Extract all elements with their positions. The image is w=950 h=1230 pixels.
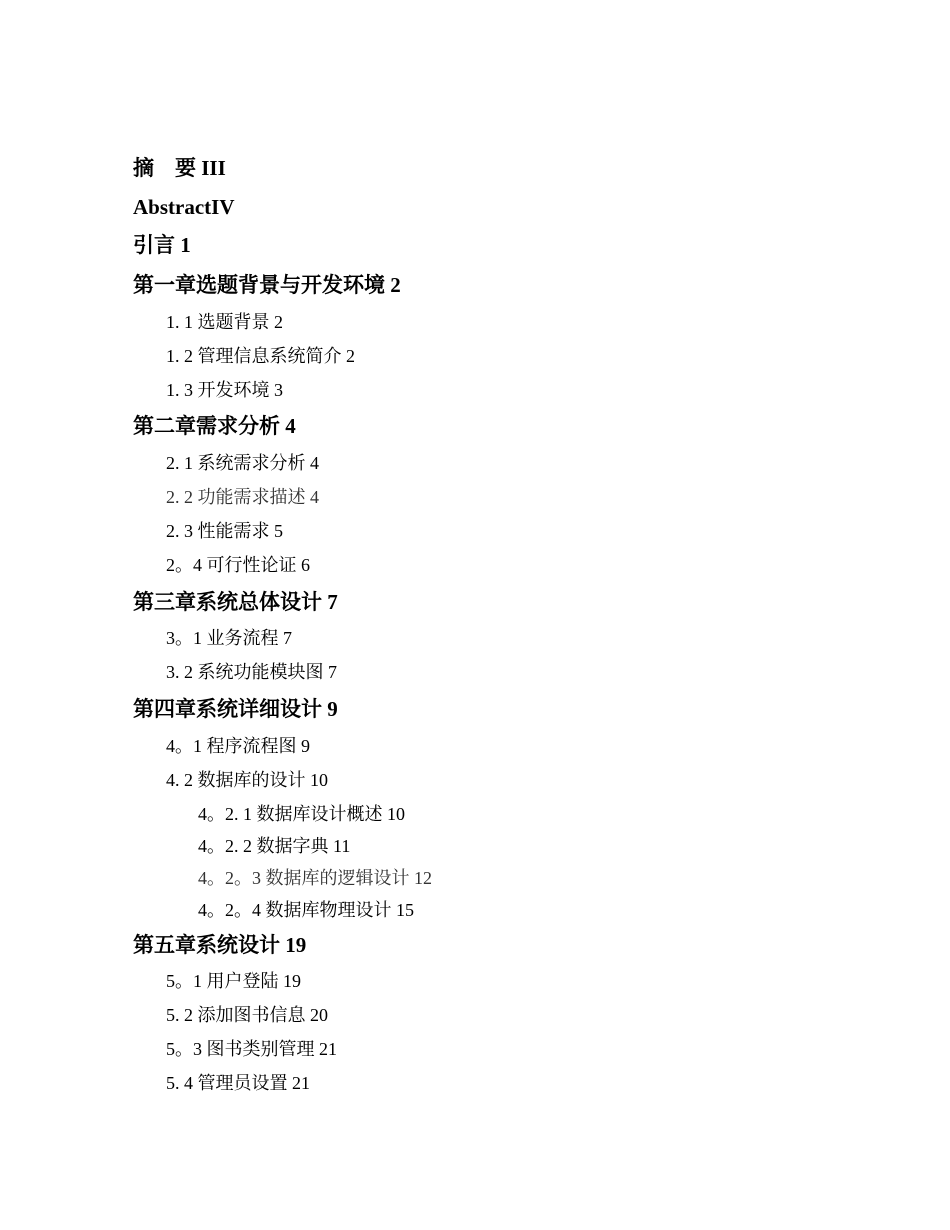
toc-section-5-4[interactable]: 5. 4 管理员设置 21 (166, 1073, 310, 1093)
toc-section-1-1[interactable]: 1. 1 选题背景 2 (166, 312, 283, 332)
toc-chapter-1[interactable]: 第一章选题背景与开发环境 2 (133, 273, 401, 297)
toc-section-1-3[interactable]: 1. 3 开发环境 3 (166, 380, 283, 400)
toc-section-1-2[interactable]: 1. 2 管理信息系统简介 2 (166, 346, 355, 366)
toc-section-5-3[interactable]: 5。3 图书类别管理 21 (166, 1039, 337, 1059)
toc-chapter-3[interactable]: 第三章系统总体设计 7 (133, 590, 338, 614)
toc-chapter-2[interactable]: 第二章需求分析 4 (133, 414, 296, 438)
toc-section-2-1[interactable]: 2. 1 系统需求分析 4 (166, 453, 319, 473)
toc-chapter-5[interactable]: 第五章系统设计 19 (133, 933, 307, 957)
toc-section-3-1[interactable]: 3。1 业务流程 7 (166, 628, 292, 648)
toc-subsection-4-2-2[interactable]: 4。2. 2 数据字典 11 (198, 836, 351, 856)
toc-section-5-2[interactable]: 5. 2 添加图书信息 20 (166, 1005, 328, 1025)
toc-abstract-en[interactable]: AbstractIV (133, 195, 235, 219)
toc-subsection-4-2-1[interactable]: 4。2. 1 数据库设计概述 10 (198, 804, 405, 824)
toc-section-5-1[interactable]: 5。1 用户登陆 19 (166, 971, 301, 991)
toc-abstract-cn[interactable]: 摘 要 III (133, 156, 226, 180)
toc-section-2-3[interactable]: 2. 3 性能需求 5 (166, 521, 283, 541)
toc-section-2-2[interactable]: 2. 2 功能需求描述 4 (166, 487, 319, 507)
toc-subsection-4-2-3[interactable]: 4。2。3 数据库的逻辑设计 12 (198, 868, 432, 888)
toc-subsection-4-2-4[interactable]: 4。2。4 数据库物理设计 15 (198, 900, 414, 920)
toc-section-4-1[interactable]: 4。1 程序流程图 9 (166, 736, 310, 756)
toc-section-4-2[interactable]: 4. 2 数据库的设计 10 (166, 770, 328, 790)
toc-chapter-4[interactable]: 第四章系统详细设计 9 (133, 697, 338, 721)
toc-section-2-4[interactable]: 2。4 可行性论证 6 (166, 555, 310, 575)
toc-introduction[interactable]: 引言 1 (133, 233, 191, 257)
toc-section-3-2[interactable]: 3. 2 系统功能模块图 7 (166, 662, 337, 682)
